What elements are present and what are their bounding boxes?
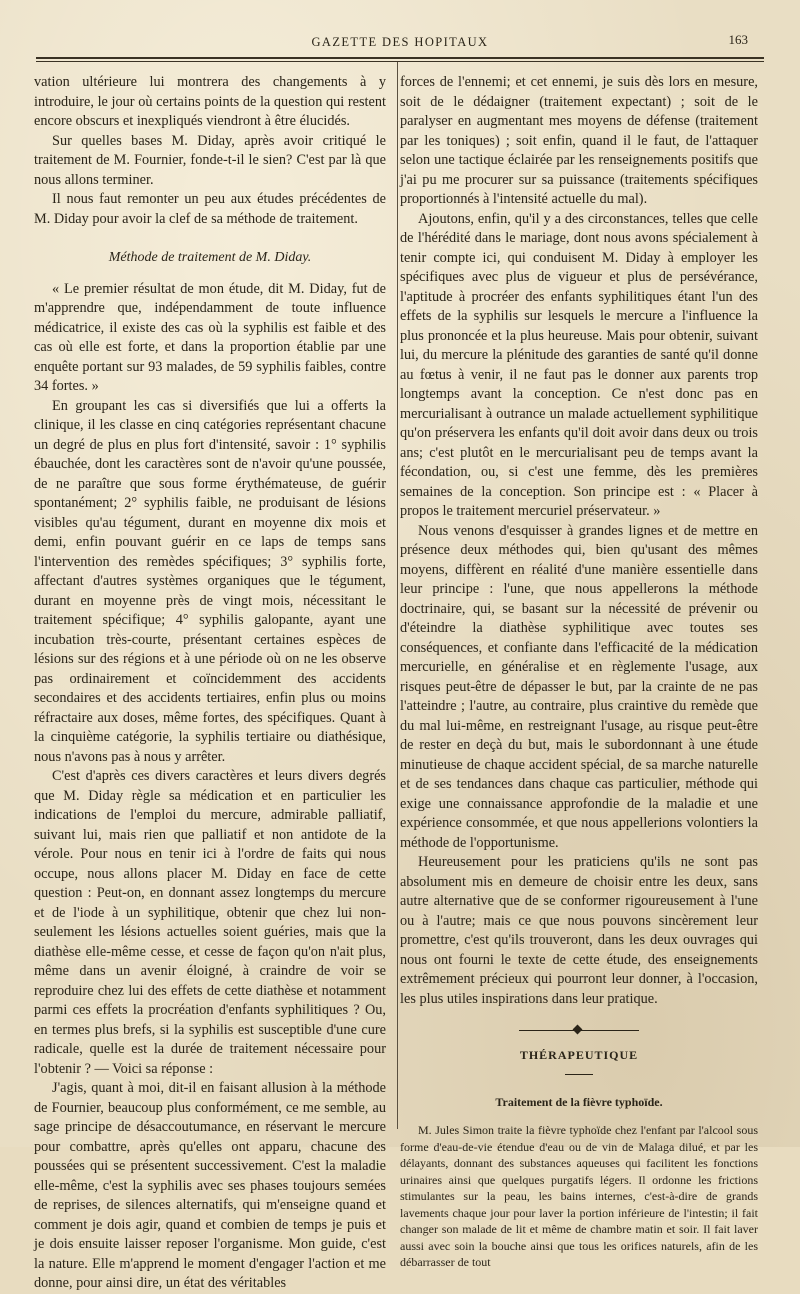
paragraph: forces de l'ennemi; et cet ennemi, je suis dès lors en mesure, soit de le dédaigner (traitement expectant) ; soit de le paralyser en augmentant mes moyens de défense (traitement par les toniques) ; soit enfin, quand il le faut, de l'attaquer selon une tactique éclairée par les renseignements positifs que j'ai pu me procurer sur sa puissance (traitements spécifiques proportionnés à l'intensité actuelle du mal). [400,74,758,207]
article-subheading: Traitement de la fièvre typhoïde. [495,1094,663,1109]
journal-title: GAZETTE DES HOPITAUX [311,35,489,49]
paragraph: Nous venons d'esquisser à grandes lignes et de mettre en présence deux méthodes qui, bien qu'usant des mêmes moyens, diffèrent en réalité d'une manière essentielle dans leur principe : l'une, que nous appellerons la méthode doctrinaire, qui, se basant sur la nécessité de prévenir ou d'éteindre la diathèse syphilitique avec toutes ses conséquences, et confiante dans l'efficacité de la médication mercurielle, en généralise et en règlemente l'usage, aux risques peut-être de dépasser le but, par la crainte de ne pas l'atteindre ; l'autre, au contraire, plus craintive du remède que du mal lui-même, en restreignant l'usage, au risque peut-être de rester en deçà du but, mais le subordonnant à une étude minutieuse de chaque accident spécial, de sa marche naturelle et de ses tendances dans chaque cas particulier, méthode qui exige une connaissance approfondie de la maladie et une expérience consommée, et que nous appellerions volontiers la méthode de l'opportunisme. [400,522,758,851]
left-column [34,73,386,1294]
paragraph: J'agis, quant à moi, dit-il en faisant allusion à la méthode de Fournier, beaucoup plus conformément, ce me semble, au sage principe de désaccoutumance, en réservant le mercure pour combattre, après qu'elles ont apparu, chacune des poussées qui se présentent successivement. C'est la maladie elle-même, c'est la syphilis avec ses phases toujours semées de reprises, de silences alternatifs, qui m'enseigne quand et comment je dois agir, quand et combien de temps je puis et je dois ensuite laisser reposer l'organisme. Mon guide, c'est la nature. Elle m'apprend le moment d'engager l'action et me donne, pour ainsi dire, un état des véritables [34,1080,386,1291]
paragraph: Heureusement pour les praticiens qu'ils ne sont pas absolument mis en demeure de choisir entre les deux, sans autre alternative que de se conformer rigoureusement à l'une ou à l'autre; mais ce que nous pouvons sincèrement leur promettre, c'est qu'ils trouveront, dans les deux ouvrages qui nous ont fourni le texte de cette étude, des enseignements extrêmement précieux qui pourront leur donner, à l'occasion, les plus utiles inspirations dans leur pratique. [400,854,758,1007]
paragraph: En groupant les cas si diversifiés que lui a offerts la clinique, il les classe en cinq catégories représentant chacune un degré de plus en plus fort d'intensité, savoir : 1° syphilis ébauchée, dont les caractères sont de n'avoir qu'une poussée, de ne paraître que sous forme érythémateuse, de guérir spontanément; 2° syphilis faible, ne produisant de lésions visibles qu'au tégument, durant en moyenne dix mois et demi, enfin pouvant guérir en ce laps de temps sans l'intervention des remèdes spécifiques; 3° syphilis forte, affectant d'autres systèmes organiques que le tégument, durant en moyenne près de vingt mois, nécessitant le traitement spécifique; 4° syphilis galopante, ayant une incubation très-courte, présentant certaines espèces de lésions sur des régions et à une période où on ne les observe pas ordinairement et coïncidemment des accidents secondaires et des accidents tertiaires, enfin plus ou moins réfractaire aux doses, même fortes, des spécifiques. Quant à la cinquième catégorie, la syphilis tertiaire ou diathésique, nous n'avons pas à nous y arrêter. [34,397,386,765]
page-header [20,30,780,58]
section-ornament [519,1026,639,1036]
page-number: 163 [728,32,748,47]
paragraph: Il nous faut remonter un peu aux études précédentes de M. Diday pour avoir la clef de sa méthode de traitement. [34,191,386,227]
short-rule [565,1074,593,1075]
paragraph: « Le premier résultat de mon étude, dit M. Diday, fut de m'apprendre que, indépendamment de toute influence médicatrice, il existe des cas où la syphilis est faible et des cas où elle est forte, et dans la proportion établie par une enquête portant sur 93 malades, de 59 syphilis faibles, contre 34 fortes. » [34,280,386,394]
section-heading: THÉRAPEUTIQUE [519,1048,639,1062]
paragraph: Ajoutons, enfin, qu'il y a des circonstances, telles que celle de l'hérédité dans le mariage, dont nous avons spécialement à tenir compte ici, qui conduisent M. Diday à employer les spécifiques avec plus de vigueur et plus de persévérance, l'aptitude à procréer des enfants syphilitiques étant l'un des effets de la syphilis sur lesquels le mercure a l'influence la plus prononcée et la plus heureuse. Mais pour obtenir, suivant lui, du mercure la plénitude des garanties de santé qu'il donne au fœtus à venir, il ne faut pas le donner aux parents trop longtemps avant la conception. Ce n'est donc pas en mercurialisant à outrance un malade actuellement syphilitique qu'on préservera les enfants qu'il doit avoir dans deux ou trois ans; c'est plutôt en le mercurialisant peu de temps avant la fécondation, ou, si c'est une femme, dès les premières semaines de la conception. Son principe est : « Placer à propos le traitement mercuriel préservateur. » [400,210,758,519]
paragraph: M. Jules Simon traite la fièvre typhoïde chez l'enfant par l'alcool sous forme d'eau-de-vie étendue d'eau ou de vin de Malaga dilué, et par les délayants, donnant des substances aqueuses qui facilitent les fonctions urinaires ainsi que quelques purgatifs légers. Il ordonne les frictions stimulantes sur la peau, les bains internes, c'est-à-dire de grands lavements chaque jour pour laver la portion inférieure de l'intestin; il fait changer son malade de lit et même de chambre matin et soir. Il fait laver aussi avec soin la bouche ainsi que tous les orifices naturels, afin de les débarrasser de tout [400,1123,758,1269]
paragraph: C'est d'après ces divers caractères et leurs divers degrés que M. Diday règle sa médication et en particulier les indications de l'emploi du mercure, admirable palliatif, suivant lui, mais rien que palliatif et non antidote de la vérole. Pour nous en tenir ici à l'ordre de faits qui nous occupe, nous allons placer M. Diday en face de cette question : Peut-on, en donnant assez longtemps du mercure et de l'iode à un syphilitique, obtenir que chez lui non-seulement les lésions actuelles soient guéries, mais que la diathèse elle-même cesse, et cesse de façon qu'on n'ait plus, même dans un avenir éloigné, à craindre de voir se reproduire chez lui des effets de cette diathèse et notamment parmi ces effets la procréation d'enfants syphilitiques ? Ou, en termes plus brefs, si la syphilis est susceptible d'une cure radicale, quelle est la durée de traitement nécessaire pour l'obtenir ? — Voici sa réponse : [34,768,386,1077]
header-rule-thin [36,61,764,62]
header-rule [36,57,764,59]
paragraph: vation ultérieure lui montrera des changements à y introduire, le jour où certains points de la question qui restent encore obscurs et inexpliqués viendront à être élucidés. [34,74,386,129]
column-divider [397,62,398,1129]
section-title: Méthode de traitement de M. Diday. [108,250,312,265]
paragraph: Sur quelles bases M. Diday, après avoir critiqué le traitement de M. Fournier, fonde-t-il le sien? C'est par là que nous allons terminer. [34,132,386,188]
right-column [400,73,758,1271]
